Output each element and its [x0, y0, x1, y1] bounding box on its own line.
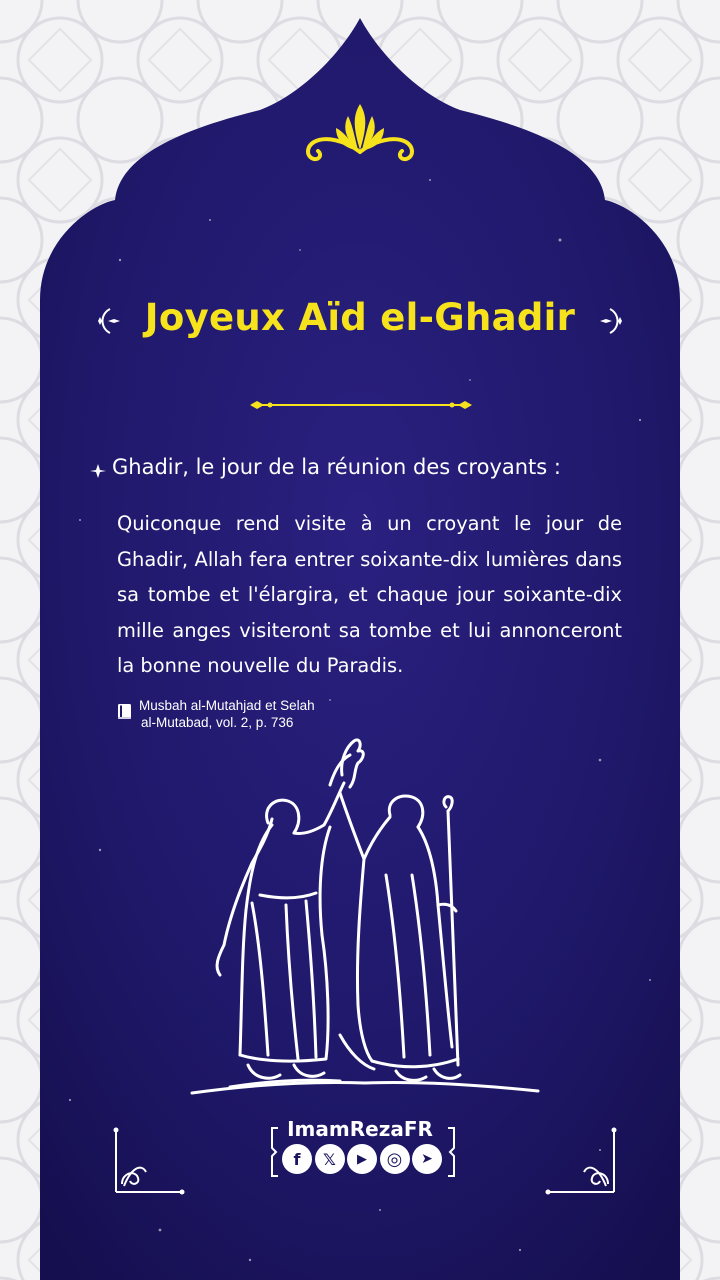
two-figures-illustration [190, 735, 540, 1100]
title-divider [248, 396, 474, 414]
telegram-icon[interactable]: ➤ [412, 1144, 442, 1174]
card-title: Joyeux Aïd el-Ghadir [144, 296, 576, 339]
source-line-1: Musbah al-Mutahjad et Selah [139, 698, 315, 713]
youtube-icon[interactable]: ▶ [347, 1144, 377, 1174]
brand-name: ImamRezaFR [287, 1117, 433, 1141]
section-heading: Ghadir, le jour de la réunion des croyants : [112, 455, 561, 479]
sparkle-icon [89, 463, 107, 479]
hadith-text: Quiconque rend visite à un croyant le jour de Ghadir, Allah fera entrer soixante-dix lumières dans sa tombe et l'élargira, et chaque jour soixante-dix mille anges visiteront sa tombe et lui annonceront la bonne nouvelle du Paradis. [117, 512, 622, 677]
instagram-icon[interactable]: ◎ [380, 1144, 410, 1174]
social-links [282, 1144, 442, 1176]
x-twitter-icon[interactable]: 𝕏 [315, 1144, 345, 1174]
source-line-2: al-Mutabad, vol. 2, p. 736 [141, 715, 294, 730]
book-icon [117, 703, 133, 721]
facebook-icon[interactable]: f [282, 1144, 312, 1174]
top-ornament-icon [300, 100, 420, 164]
source-citation [139, 697, 399, 731]
